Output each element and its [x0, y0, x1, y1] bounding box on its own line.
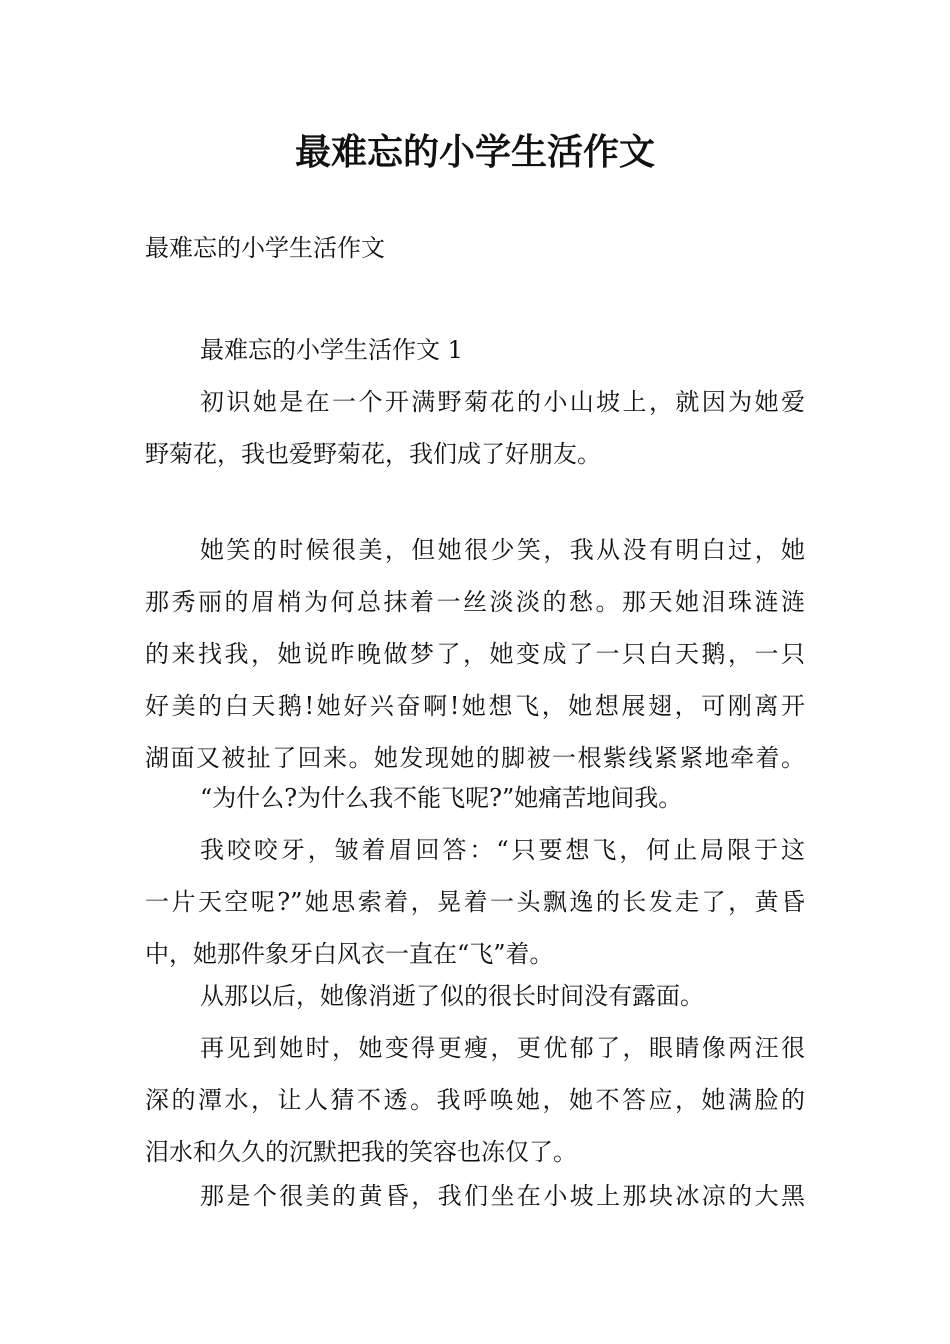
section-heading-block: [145, 324, 805, 376]
paragraph-5: [145, 970, 805, 1022]
paragraph-2: [145, 524, 805, 784]
document-title: 最难忘的小学生活作文: [294, 131, 655, 173]
text-line: 那秀丽的眉梢为何总抹着一丝淡淡的愁。那天她泪珠涟涟: [145, 588, 805, 616]
text-line: 的来找我，她说昨晚做梦了，她变成了一只白天鹅，一只: [145, 640, 805, 668]
text-line: 从那以后，她像消逝了似的很长时间没有露面。: [200, 982, 704, 1010]
paragraph-4: [145, 824, 805, 980]
paragraph-6: [145, 1022, 805, 1178]
paragraph-1: [145, 376, 805, 480]
text-line: 那是个很美的黄昏，我们坐在小坡上那块冰凉的大黑: [200, 1182, 805, 1210]
text-line: 再见到她时，她变得更瘦，更优郁了，眼睛像两汪很: [200, 1034, 805, 1062]
text-line: 深的潭水，让人猜不透。我呼唤她，她不答应，她满脸的: [145, 1086, 805, 1114]
text-line: 初识她是在一个开满野菊花的小山坡上，就因为她爱: [200, 388, 805, 416]
paragraph-3: [145, 772, 805, 824]
document-subtitle: 最难忘的小学生活作文: [145, 234, 385, 262]
section-heading: 最难忘的小学生活作文 1: [200, 336, 463, 364]
text-line: 湖面又被扯了回来。她发现她的脚被一根紫线紧紧地牵着。: [145, 744, 805, 772]
text-line: “为什么?为什么我不能飞呢?”她痛苦地间我。: [200, 784, 683, 812]
text-line: 泪水和久久的沉默把我的笑容也冻仅了。: [145, 1138, 577, 1166]
text-line: 一片天空呢?”她思索着，晃着一头飘逸的长发走了，黄昏: [145, 888, 805, 916]
text-line: 中，她那件象牙白风衣一直在“飞”着。: [145, 940, 554, 968]
text-line: 我咬咬牙，皱着眉回答：“只要想飞，何止局限于这: [200, 836, 805, 864]
text-line: 她笑的时候很美，但她很少笑，我从没有明白过，她: [200, 536, 805, 564]
text-line: 野菊花，我也爱野菊花，我们成了好朋友。: [145, 440, 601, 468]
paragraph-7: [145, 1170, 805, 1222]
text-line: 好美的白天鹅!她好兴奋啊!她想飞，她想展翅，可刚离开: [145, 692, 805, 720]
